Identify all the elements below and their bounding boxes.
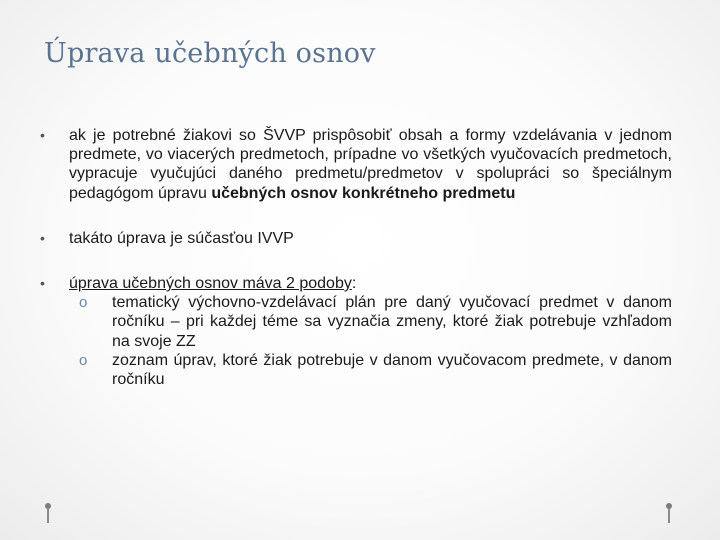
bullet-item-2 [40, 229, 672, 248]
slide-title: Úprava učebných osnov [44, 38, 376, 69]
sub-item-2-text: zoznam úprav, ktoré žiak potrebuje v danom vyučovacom predmete, v danom ročníku [112, 351, 672, 389]
bullet-item-1 [40, 126, 672, 203]
bullet-3-underlined-text: úprava učebných osnov máva 2 podoby [69, 275, 352, 293]
bullet-marker: • [40, 229, 45, 246]
bullet-1-bold-text: učebných osnov konkrétneho predmetu [211, 184, 516, 202]
pin-decoration-right [666, 503, 672, 509]
bullet-1-text: ak je potrebné žiakovi so ŠVVP prispôsobiť obsah a formy vzdelávania v jednom predmete, vo viacerých predmetoch, prípadne vo všetkých vyučovacích predmetoch, vypracuje vyučujúci daného predmetu/predmetov v spolupráci so špeciálnym pedagógom úpravu [69, 127, 672, 202]
slide-body [40, 126, 672, 389]
bullet-item-3 [40, 274, 672, 389]
sub-bullet-marker: o [79, 294, 88, 312]
bullet-2-text: takáto úprava je súčasťou IVVP [69, 229, 294, 247]
sub-item-2 [79, 351, 672, 389]
bullet-marker: • [40, 127, 45, 143]
sub-bullet-marker: o [79, 351, 88, 369]
bullet-3-suffix: : [351, 275, 357, 293]
sub-item-1 [79, 293, 672, 351]
sub-item-1-text: tematický výchovno-vzdelávací plán pre daný vyučovací predmet v danom ročníku – pri každej téme sa vyznačia zmeny, ktoré žiak potrebuje vzhľadom na svoje ZZ [112, 294, 672, 350]
pin-decoration-left [45, 503, 51, 509]
bullet-marker: • [40, 275, 45, 292]
